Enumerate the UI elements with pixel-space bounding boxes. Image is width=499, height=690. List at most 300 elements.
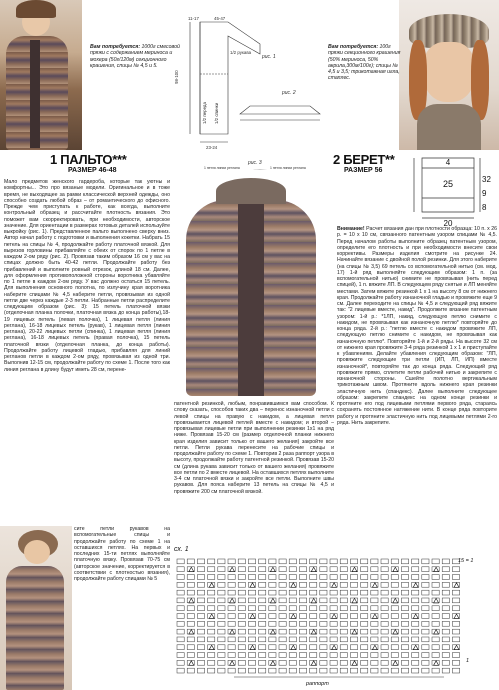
scheme-cell bbox=[228, 559, 235, 564]
scheme-cell bbox=[187, 575, 194, 580]
scheme-cell bbox=[350, 653, 357, 658]
scheme-symbol bbox=[352, 630, 357, 635]
scheme-cell bbox=[412, 598, 419, 603]
scheme-cell bbox=[259, 668, 266, 673]
scheme-cell bbox=[412, 660, 419, 665]
scheme-cell bbox=[381, 668, 388, 673]
scheme-cell bbox=[218, 559, 225, 564]
scheme-cell bbox=[442, 668, 449, 673]
scheme-cell bbox=[248, 653, 255, 658]
coat-instructions-tail-text: сите петли рукавов на вспомогательные спицы и продолжайте работу по схеме 1 на оставшихся петлях. На первых и последних 15-ти петлях выполняйте платочную вязку. Провязав 70-75 см (авторское значение, корректируется в соответствии с плотностью вязания), продолжайте работу спицами № 5 bbox=[74, 526, 170, 582]
scheme-cell bbox=[330, 559, 337, 564]
scheme-cell bbox=[401, 629, 408, 634]
scheme-cell bbox=[208, 621, 215, 626]
scheme-cell bbox=[218, 606, 225, 611]
scheme-cell bbox=[228, 590, 235, 595]
scheme-symbol bbox=[393, 661, 398, 666]
scheme-cell bbox=[330, 668, 337, 673]
scheme-cell bbox=[422, 575, 429, 580]
scheme-cell bbox=[371, 567, 378, 572]
scheme-cell bbox=[442, 567, 449, 572]
scheme-cell bbox=[371, 668, 378, 673]
scheme-cell bbox=[361, 567, 368, 572]
scheme-cell bbox=[279, 559, 286, 564]
coat-instructions-col2 bbox=[174, 401, 334, 495]
scheme-cell bbox=[248, 606, 255, 611]
scheme-cell bbox=[279, 575, 286, 580]
scheme-cell bbox=[391, 637, 398, 642]
scheme-cell bbox=[248, 637, 255, 642]
scheme-cell bbox=[279, 606, 286, 611]
coat-instructions-col1 bbox=[4, 179, 170, 373]
fig1-dim-top-right: 45-47 bbox=[214, 16, 226, 21]
scheme-cell bbox=[299, 606, 306, 611]
scheme-cell bbox=[299, 637, 306, 642]
scheme-cell bbox=[248, 559, 255, 564]
scheme-cell bbox=[177, 567, 184, 572]
scheme-cell bbox=[310, 645, 317, 650]
scheme-cell bbox=[299, 645, 306, 650]
beret-dim-bottom-20: 20 bbox=[443, 219, 453, 228]
scheme-cell bbox=[350, 559, 357, 564]
scheme-cell bbox=[432, 575, 439, 580]
scheme-cell bbox=[381, 660, 388, 665]
scheme-cell bbox=[228, 621, 235, 626]
beret-dim-right-32: 32 bbox=[482, 175, 491, 184]
scheme-cell bbox=[412, 629, 419, 634]
scheme-cell bbox=[422, 645, 429, 650]
scheme-cell bbox=[218, 637, 225, 642]
scheme-symbol bbox=[189, 661, 194, 666]
scheme-cell bbox=[310, 559, 317, 564]
scheme-cell bbox=[361, 637, 368, 642]
scheme-cell bbox=[187, 559, 194, 564]
scheme-cell bbox=[452, 668, 459, 673]
scheme-cell bbox=[412, 559, 419, 564]
scheme-cell bbox=[330, 575, 337, 580]
scheme-cell bbox=[361, 629, 368, 634]
scheme-cell bbox=[259, 629, 266, 634]
scheme-cell bbox=[238, 567, 245, 572]
beret-dim-right-9: 9 bbox=[482, 189, 487, 198]
scheme-cell bbox=[218, 567, 225, 572]
scheme-symbol bbox=[372, 583, 377, 588]
scheme-1-label: сх. 1 bbox=[174, 546, 189, 553]
scheme-cell bbox=[320, 590, 327, 595]
scheme-cell bbox=[259, 645, 266, 650]
scheme-cell bbox=[391, 590, 398, 595]
scheme-symbol bbox=[434, 598, 439, 603]
scheme-cell bbox=[432, 637, 439, 642]
scheme-cell bbox=[330, 567, 337, 572]
scheme-cell bbox=[289, 606, 296, 611]
scheme-cell bbox=[391, 606, 398, 611]
scheme-cell bbox=[432, 590, 439, 595]
scheme-cell bbox=[401, 559, 408, 564]
scheme-cell bbox=[187, 668, 194, 673]
scheme-cell bbox=[422, 629, 429, 634]
scheme-cell bbox=[391, 645, 398, 650]
scheme-cell bbox=[177, 668, 184, 673]
scheme-cell bbox=[401, 660, 408, 665]
scheme-cell bbox=[442, 590, 449, 595]
scheme-cell bbox=[228, 668, 235, 673]
scheme-cell bbox=[361, 653, 368, 658]
scheme-cell bbox=[248, 590, 255, 595]
scheme-cell bbox=[187, 614, 194, 619]
beret-dim-top: 4 bbox=[445, 158, 451, 167]
scheme-cell bbox=[320, 606, 327, 611]
scheme-cell bbox=[432, 653, 439, 658]
scheme-cell bbox=[238, 598, 245, 603]
scheme-cell bbox=[330, 598, 337, 603]
scheme-cell bbox=[299, 598, 306, 603]
scheme-symbol bbox=[270, 567, 275, 572]
scheme-cell bbox=[289, 668, 296, 673]
scheme-cell bbox=[452, 598, 459, 603]
scheme-cell bbox=[361, 614, 368, 619]
scheme-cell bbox=[208, 575, 215, 580]
scheme-cell bbox=[310, 606, 317, 611]
scheme-cell bbox=[371, 637, 378, 642]
scheme-cell bbox=[289, 653, 296, 658]
scheme-cell bbox=[381, 567, 388, 572]
scheme-cell bbox=[401, 621, 408, 626]
scheme-cell bbox=[371, 598, 378, 603]
scheme-cell bbox=[218, 598, 225, 603]
scheme-cell bbox=[238, 668, 245, 673]
scheme-cell bbox=[310, 621, 317, 626]
scheme-cell bbox=[391, 621, 398, 626]
scheme-cell bbox=[187, 582, 194, 587]
scheme-cell bbox=[320, 614, 327, 619]
scheme-symbol bbox=[352, 567, 357, 572]
coat-instructions-tail bbox=[74, 526, 170, 582]
scheme-cell bbox=[208, 653, 215, 658]
scheme-cell bbox=[218, 575, 225, 580]
scheme-cell bbox=[228, 637, 235, 642]
scheme-symbol bbox=[189, 630, 194, 635]
scheme-cell bbox=[391, 559, 398, 564]
scheme-cell bbox=[279, 629, 286, 634]
scheme-cell bbox=[299, 590, 306, 595]
scheme-cell bbox=[187, 590, 194, 595]
beret-dim-right-8: 8 bbox=[482, 203, 487, 212]
scheme-cell bbox=[197, 590, 204, 595]
scheme-cell bbox=[401, 575, 408, 580]
scheme-cell bbox=[269, 614, 276, 619]
scheme-row-end-label: 15 = 1 bbox=[458, 558, 474, 564]
scheme-symbol bbox=[434, 661, 439, 666]
scheme-cell bbox=[187, 606, 194, 611]
scheme-symbol bbox=[393, 567, 398, 572]
scheme-cell bbox=[299, 614, 306, 619]
scheme-cell bbox=[299, 575, 306, 580]
scheme-symbol bbox=[270, 598, 275, 603]
fig1-dim-bottom: 23-24 bbox=[206, 145, 218, 150]
scheme-cell bbox=[310, 668, 317, 673]
scheme-cell bbox=[279, 621, 286, 626]
scheme-cell bbox=[442, 653, 449, 658]
scheme-symbol bbox=[332, 583, 337, 588]
beret-instructions-text: Расчет вязания дан при плотности образца: 10 п. х 26 р. = 10 х 10 см, связанного патентным узором спицами № 4,5. Перед началом работы выполните образец патентным узором, определите его плотность и при необходимости внесите свои коррективы. Размеры изделия смотрите на рисунке 24. Начинайте вязание с двойной полой резинки. Для этого наберите (на спицы № 3,5) 69 петель со вспомогательной нитью (см. мод. 17) 1-й ряд выполняйте следующим образом: 1 п. (за вспомогательной нитью) снимите не провязывая (нить перед спицей), 1 п. вяжите ЛП. В следующем ряду снятые и ЛП меняйте местами. Затем вяжите резинкой 1 х 1 на высоту 8 см от нижнего края. Продолжайте работу изнаночной гладью и провяжите еще 9 см. Далее переходите на спицы № 4,5 и следующий ряд вяжите так: "2 лицевые вместе, накид". Продолжите вязание патентным узором: 1-й р.: *1ЛП, накид, следующую петлю снимите с накидом, не провязывая как изнаночную петлю* повторяйте до конца ряда. 2-й р.: "петлю вместе с накидом провяжите ЛП, следующую петлю снимите с накидом, не провязывая как изнаночную петлю*. Повторяйте 1-й и 2-й ряды. На высоте 32 см от нижнего края провяжите 3-4 ряда резинкой 1 х 1 и приступайте к убавлениям. Делайте убавления следующим образом: "ЛП, провяжите следующие три петли (ИП, ЛП, ИП) вместе изнаночной*, повторяйте так до конца ряда. Следующий ряд провяжите прямо, сплетите петли рабочей нитью и закрепите с изнаночной стороны. Сшейте полотно вертикальным трикотажным швом. Протяните вдоль нижнего края резинки эластичную нить (спандекс). Далее выполните следующее образом: закрепите спандекс на одном конце резинки и протяните его под лицевыми петлями первого ряда, стараясь сохранять постоянное натяжение нити. В конце ряда повторите работу и протяните эластичную нить под лицевыми петлями 2-го ряда. Нить закрепите. bbox=[337, 226, 497, 426]
scheme-cell bbox=[238, 559, 245, 564]
scheme-cell bbox=[371, 590, 378, 595]
scheme-symbol bbox=[372, 614, 377, 619]
scheme-symbol bbox=[454, 645, 459, 650]
scheme-symbol bbox=[311, 598, 316, 603]
scheme-cell bbox=[177, 660, 184, 665]
scheme-cell bbox=[310, 582, 317, 587]
scheme-cell bbox=[320, 575, 327, 580]
scheme-cell bbox=[279, 637, 286, 642]
scheme-cell bbox=[259, 598, 266, 603]
scheme-cell bbox=[228, 575, 235, 580]
scheme-cell bbox=[412, 575, 419, 580]
scheme-cell bbox=[442, 614, 449, 619]
scheme-cell bbox=[381, 582, 388, 587]
scheme-cell bbox=[442, 598, 449, 603]
scheme-cell bbox=[177, 582, 184, 587]
scheme-cell bbox=[289, 567, 296, 572]
scheme-cell bbox=[371, 629, 378, 634]
scheme-cell bbox=[228, 582, 235, 587]
scheme-symbol bbox=[332, 645, 337, 650]
scheme-cell bbox=[371, 606, 378, 611]
scheme-cell bbox=[208, 668, 215, 673]
scheme-cell bbox=[177, 614, 184, 619]
scheme-cell bbox=[197, 575, 204, 580]
scheme-cell bbox=[197, 614, 204, 619]
scheme-cell bbox=[320, 582, 327, 587]
scheme-cell bbox=[412, 590, 419, 595]
scheme-cell bbox=[361, 668, 368, 673]
scheme-cell bbox=[422, 559, 429, 564]
scheme-cell bbox=[248, 629, 255, 634]
scheme-symbol bbox=[270, 661, 275, 666]
scheme-cell bbox=[208, 637, 215, 642]
scheme-cell bbox=[197, 559, 204, 564]
scheme-cell bbox=[381, 559, 388, 564]
scheme-cell bbox=[289, 559, 296, 564]
scheme-cell bbox=[350, 621, 357, 626]
scheme-cell bbox=[238, 621, 245, 626]
scheme-cell bbox=[432, 668, 439, 673]
scheme-cell bbox=[381, 614, 388, 619]
scheme-cell bbox=[340, 621, 347, 626]
scheme-cell bbox=[248, 567, 255, 572]
scheme-symbol bbox=[209, 614, 214, 619]
scheme-cell bbox=[197, 660, 204, 665]
scheme-cell bbox=[432, 606, 439, 611]
scheme-cell bbox=[452, 590, 459, 595]
scheme-cell bbox=[259, 637, 266, 642]
scheme-cell bbox=[452, 575, 459, 580]
scheme-cell bbox=[187, 621, 194, 626]
scheme-cell bbox=[248, 575, 255, 580]
beret-dim-center-25: 25 bbox=[442, 179, 454, 189]
scheme-cell bbox=[228, 606, 235, 611]
scheme-cell bbox=[381, 653, 388, 658]
scheme-cell bbox=[330, 621, 337, 626]
scheme-cell bbox=[177, 606, 184, 611]
scheme-cell bbox=[310, 590, 317, 595]
scheme-cell bbox=[187, 653, 194, 658]
scheme-cell bbox=[269, 606, 276, 611]
scheme-cell bbox=[422, 614, 429, 619]
scheme-cell bbox=[330, 629, 337, 634]
scheme-cell bbox=[228, 645, 235, 650]
scheme-symbol bbox=[413, 583, 418, 588]
scheme-cell bbox=[350, 668, 357, 673]
scheme-symbol bbox=[434, 567, 439, 572]
scheme-symbol bbox=[413, 645, 418, 650]
scheme-cell bbox=[177, 621, 184, 626]
scheme-cell bbox=[350, 582, 357, 587]
scheme-cell bbox=[228, 653, 235, 658]
coat-garment-photo bbox=[176, 170, 326, 398]
scheme-cell bbox=[248, 660, 255, 665]
scheme-cell bbox=[269, 645, 276, 650]
scheme-cell bbox=[197, 598, 204, 603]
scheme-cell bbox=[452, 629, 459, 634]
scheme-cell bbox=[340, 660, 347, 665]
scheme-cell bbox=[218, 590, 225, 595]
scheme-symbol bbox=[250, 583, 255, 588]
beret-model-photo bbox=[399, 0, 499, 150]
scheme-cell bbox=[361, 645, 368, 650]
scheme-cell bbox=[320, 559, 327, 564]
scheme-cell bbox=[340, 668, 347, 673]
scheme-cell bbox=[269, 668, 276, 673]
scheme-cell bbox=[381, 598, 388, 603]
scheme-cell bbox=[391, 582, 398, 587]
scheme-cell bbox=[279, 567, 286, 572]
scheme-cell bbox=[289, 637, 296, 642]
scheme-cell bbox=[432, 559, 439, 564]
scheme-cell bbox=[187, 637, 194, 642]
scheme-cell bbox=[371, 559, 378, 564]
scheme-cell bbox=[197, 629, 204, 634]
scheme-cell bbox=[422, 582, 429, 587]
scheme-cell bbox=[381, 575, 388, 580]
scheme-cell bbox=[340, 590, 347, 595]
scheme-cell bbox=[269, 590, 276, 595]
scheme-cell bbox=[320, 660, 327, 665]
scheme-cell bbox=[320, 567, 327, 572]
scheme-cell bbox=[197, 621, 204, 626]
scheme-cell bbox=[320, 645, 327, 650]
coat-materials-label: Вам потребуется: bbox=[90, 44, 141, 50]
scheme-symbol bbox=[291, 583, 296, 588]
scheme-cell bbox=[422, 621, 429, 626]
scheme-cell bbox=[238, 606, 245, 611]
scheme-cell bbox=[401, 590, 408, 595]
scheme-cell bbox=[259, 582, 266, 587]
scheme-cell bbox=[259, 614, 266, 619]
coat-model-photo-bottom bbox=[0, 526, 72, 690]
scheme-cell bbox=[279, 653, 286, 658]
scheme-cell bbox=[361, 660, 368, 665]
scheme-cell bbox=[238, 582, 245, 587]
scheme-cell bbox=[187, 645, 194, 650]
scheme-cell bbox=[432, 614, 439, 619]
beret-size: РАЗМЕР 56 bbox=[344, 167, 383, 174]
scheme-cell bbox=[197, 582, 204, 587]
scheme-cell bbox=[340, 614, 347, 619]
scheme-symbol bbox=[393, 598, 398, 603]
scheme-cell bbox=[391, 668, 398, 673]
scheme-cell bbox=[310, 575, 317, 580]
scheme-cell bbox=[361, 598, 368, 603]
scheme-cell bbox=[340, 645, 347, 650]
scheme-cell bbox=[340, 559, 347, 564]
scheme-cell bbox=[218, 645, 225, 650]
scheme-cell bbox=[330, 660, 337, 665]
scheme-cell bbox=[361, 606, 368, 611]
scheme-cell bbox=[412, 567, 419, 572]
figure-1-label: рис. 1 bbox=[262, 54, 276, 60]
scheme-symbol bbox=[393, 630, 398, 635]
scheme-cell bbox=[310, 637, 317, 642]
scheme-cell bbox=[422, 567, 429, 572]
beret-instructions bbox=[337, 226, 497, 426]
scheme-cell bbox=[401, 614, 408, 619]
scheme-cell bbox=[208, 559, 215, 564]
scheme-cell bbox=[412, 606, 419, 611]
scheme-cell bbox=[361, 621, 368, 626]
scheme-cell bbox=[177, 559, 184, 564]
scheme-symbol bbox=[209, 583, 214, 588]
scheme-cell bbox=[340, 637, 347, 642]
scheme-cell bbox=[177, 637, 184, 642]
scheme-symbol bbox=[291, 614, 296, 619]
scheme-cell bbox=[218, 668, 225, 673]
scheme-cell bbox=[381, 645, 388, 650]
scheme-cell bbox=[289, 660, 296, 665]
scheme-cell bbox=[340, 567, 347, 572]
scheme-symbol bbox=[250, 614, 255, 619]
scheme-symbol bbox=[230, 630, 235, 635]
scheme-cell bbox=[320, 621, 327, 626]
scheme-cell bbox=[289, 629, 296, 634]
scheme-cell bbox=[381, 637, 388, 642]
scheme-cell bbox=[422, 660, 429, 665]
fig1-sleeve: 1/2 рукава bbox=[230, 50, 252, 55]
scheme-cell bbox=[401, 606, 408, 611]
scheme-cell bbox=[279, 598, 286, 603]
scheme-cell bbox=[238, 590, 245, 595]
scheme-cell bbox=[197, 567, 204, 572]
scheme-cell bbox=[422, 598, 429, 603]
scheme-cell bbox=[299, 621, 306, 626]
scheme-cell bbox=[442, 645, 449, 650]
scheme-symbol bbox=[434, 630, 439, 635]
coat-materials-text: 1000г смесовой пряжи с содержанием мериноса и мохера (50г/120м) секционного крашения, спицы № 4,5 и 5. bbox=[90, 44, 180, 69]
scheme-cell bbox=[422, 590, 429, 595]
scheme-cell bbox=[391, 653, 398, 658]
fig1-front: 1/2 переда bbox=[202, 102, 207, 124]
scheme-cell bbox=[350, 606, 357, 611]
scheme-cell bbox=[412, 653, 419, 658]
scheme-cell bbox=[289, 590, 296, 595]
scheme-cell bbox=[340, 629, 347, 634]
scheme-cell bbox=[371, 621, 378, 626]
scheme-cell bbox=[259, 606, 266, 611]
scheme-cell bbox=[442, 637, 449, 642]
scheme-symbol bbox=[209, 645, 214, 650]
scheme-cell bbox=[452, 660, 459, 665]
